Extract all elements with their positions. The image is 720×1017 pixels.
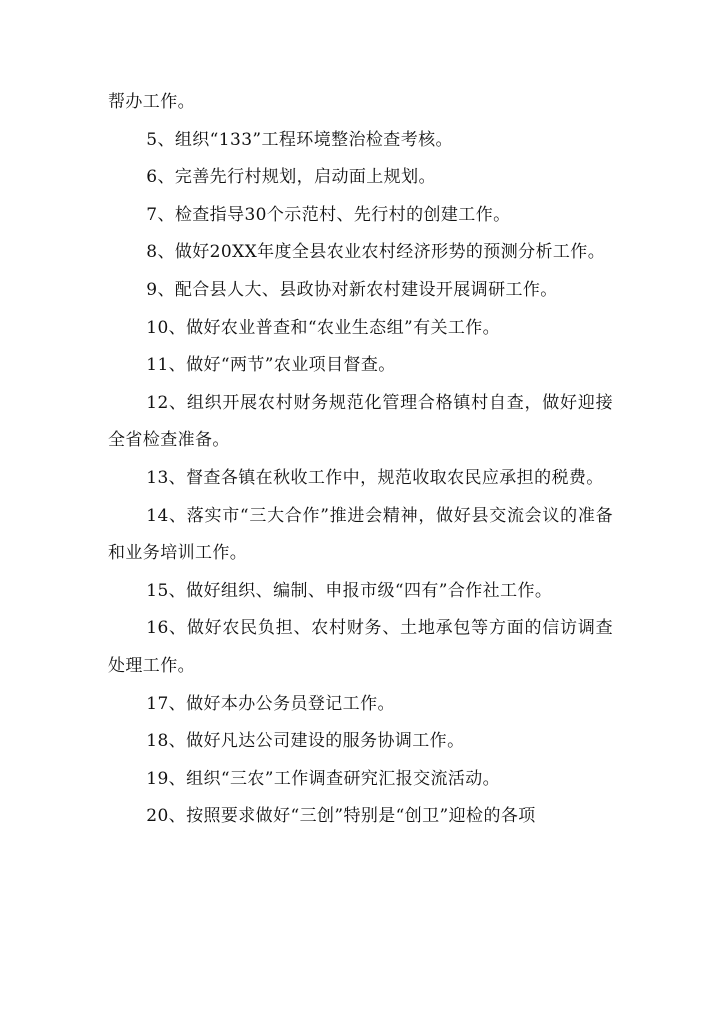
document-body — [108, 84, 613, 836]
paragraph: 8、做好20XX年度全县农业农村经济形势的预测分析工作。 — [146, 242, 606, 263]
paragraph: 19、组织“三农”工作调查研究汇报交流活动。 — [146, 768, 501, 789]
paragraph: 17、做好本办公务员登记工作。 — [146, 693, 395, 714]
paragraph: 16、做好农民负担、农村财务、土地承包等方面的信访调查处理工作。 — [108, 618, 613, 676]
paragraph: 帮办工作。 — [108, 92, 195, 112]
paragraph: 12、组织开展农村财务规范化管理合格镇村自查，做好迎接全省检查准备。 — [108, 392, 613, 451]
paragraph: 10、做好农业普查和“农业生态组”有关工作。 — [146, 317, 501, 338]
paragraph: 9、配合县人大、县政协对新农村建设开展调研工作。 — [146, 279, 558, 300]
paragraph: 14、落实市“三大合作”推进会精神，做好县交流会议的准备和业务培训工作。 — [108, 505, 613, 564]
paragraph: 6、完善先行村规划，启动面上规划。 — [146, 167, 436, 188]
paragraph: 11、做好“两节”农业项目督查。 — [146, 355, 396, 376]
paragraph: 7、检查指导30个示范村、先行村的创建工作。 — [146, 204, 511, 225]
paragraph: 18、做好凡达公司建设的服务协调工作。 — [146, 731, 465, 752]
paragraph: 20、按照要求做好“三创”特别是“创卫”迎检的各项 — [146, 806, 536, 827]
paragraph: 13、督查各镇在秋收工作中，规范收取农民应承担的税费。 — [146, 467, 604, 488]
paragraph: 15、做好组织、编制、申报市级“四有”合作社工作。 — [146, 580, 553, 601]
paragraph: 5、组织“133”工程环境整治检查考核。 — [146, 129, 453, 150]
